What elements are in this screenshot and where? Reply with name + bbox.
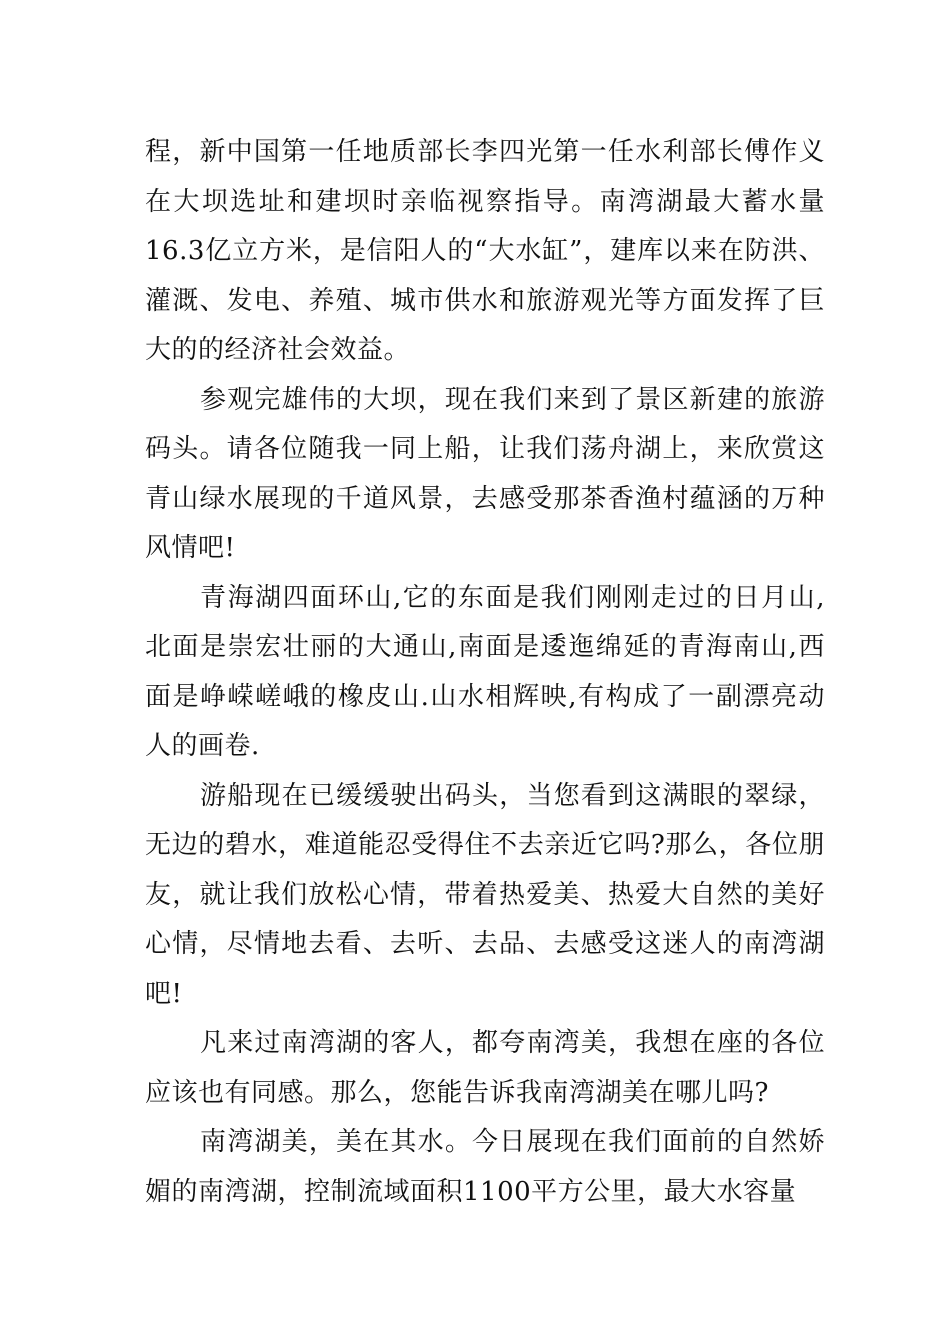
paragraph-boat-departure: 游船现在已缓缓驶出码头，当您看到这满眼的翠绿，无边的碧水，难道能忍受得住不去亲近它吗?那么，各位朋友，就让我们放松心情，带着热爱美、热爱大自然的美好心情，尽情地去看、去听、去品、去感受这迷人的南湾湖吧! [145,780,825,1009]
paragraph-continuation: 程，新中国第一任地质部长李四光第一任水利部长傅作义在大坝选址和建坝时亲临视察指导。南湾湖最大蓄水量16.3亿立方米，是信阳人的“大水缸”，建库以来在防洪、灌溉、发电、养殖、城市供水和旅游观光等方面发挥了巨大的的经济社会效益。 [145,137,825,365]
paragraph-qinghai-lake: 青海湖四面环山,它的东面是我们刚刚走过的日月山,北面是崇宏壮丽的大通山,南面是逶迤绵延的青海南山,西面是峥嵘嵯峨的橡皮山.山水相辉映,有构成了一副漂亮动人的画卷. [145,582,825,761]
paragraph-guest-question: 凡来过南湾湖的客人，都夸南湾美，我想在座的各位应该也有同感。那么，您能告诉我南湾湖美在哪儿吗? [145,1028,825,1108]
paragraph-dam-visit: 参观完雄伟的大坝，现在我们来到了景区新建的旅游码头。请各位随我一同上船，让我们荡舟湖上，来欣赏这青山绿水展现的千道风景，去感受那茶香渔村蕴涵的万种风情吧! [145,384,825,563]
paragraph-water-beauty: 南湾湖美，美在其水。今日展现在我们面前的自然娇媚的南湾湖，控制流域面积1100平方公里，最大水容量 [145,1127,825,1207]
document-body [145,128,825,1217]
